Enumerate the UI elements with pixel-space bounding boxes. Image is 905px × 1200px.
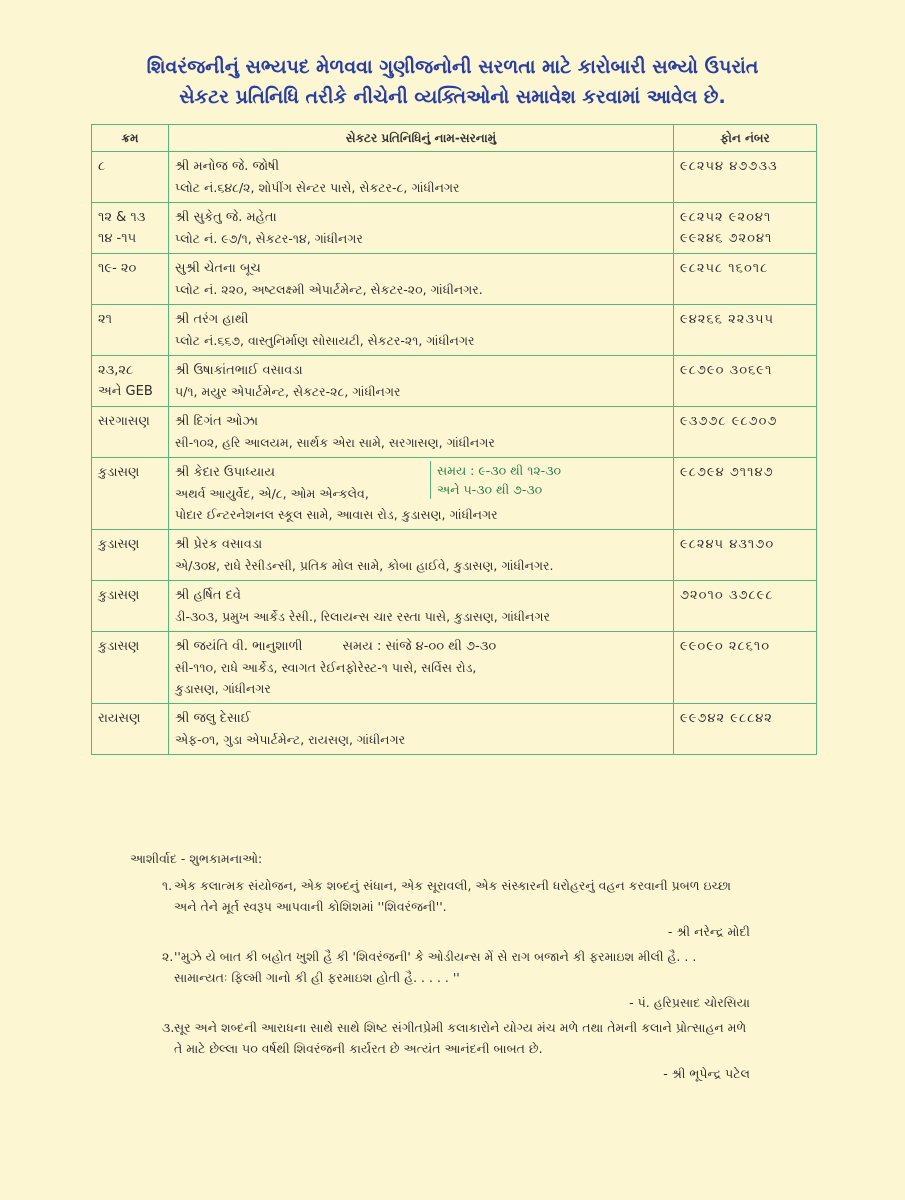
serial-text: કુડાસણ [98,537,140,552]
representative-name [175,258,667,279]
header-name-address: સેકટર પ્રતિનિધિનું નામ-સરનામું [169,125,674,152]
phone-number: ૯૯૭૪૨ ૯૮૮૪૨ [680,711,773,726]
blessing-author: - પં. હરિપ્રસાદ ચોરસિયા [629,995,750,1010]
header-serial: ક્રમ [92,125,169,152]
phone-number: ૯૮૨૫૪ ૪૭૭૩૩ [680,159,778,174]
phone-cell [674,530,817,581]
phone-number: ૯૮૭૯૪ ૭૧૧૪૭ [680,465,774,480]
serial-cell [92,458,169,530]
table-row [92,407,817,458]
address-line: ડી-૩૦૩, પ્રમુખ આર્કેડ રેસી., રિલાયન્સ ચાર રસ્તા પાસે, કુડાસણ, ગાંધીનગર [175,609,550,624]
serial-cell [92,203,169,254]
address-line: સી-૧૦૨, હરિ આલયમ, સાર્થક એરા સામે, સરગાસણ, ગાંધીનગર [175,435,495,450]
blessing-item [130,946,750,1013]
representative-name [175,462,667,483]
address-line: પ્લોટ નં. ૨૨૦, અષ્ટલક્ષ્મી એપાર્ટમેન્ટ, સેકટર-૨૦, ગાંધીનગર. [175,282,483,297]
table-row [92,203,817,254]
blessing-text: ''મુઝે યે બાત કી બહોત ખુશી હૈ કી 'શિવરંજની' કે ઓડીયન્સ મેં સે રાગ બજાને કી ફરમાઇશ મીલી હૈ. . . સામાન્યતઃ ફિલ્મી ગાનો કી હી ફરમાઇશ હોતી હૈ. . . . . '' [174,949,697,985]
name-address-cell [169,356,674,407]
serial-text: કુડાસણ [98,639,140,654]
phone-cell [674,704,817,755]
name-address-cell [169,530,674,581]
serial-cell [92,530,169,581]
name-text: શ્રી પ્રેરક વસાવડા [175,537,263,552]
address-line: પોદાર ઈન્ટરનેશનલ સ્કૂલ સામે, આવાસ રોડ, કુડાસણ, ગાંધીનગર [175,507,498,522]
blessing-body [130,1017,750,1059]
sector-representatives-table [91,124,817,755]
phone-number: ૯૮૨૫૮ ૧૬૦૧૮ [680,261,769,276]
name-address-cell [169,152,674,203]
phone-number: ૭૨૦૧૦ ૩૭૮૯૮ [680,588,774,603]
address-line: એફ-૦૧, ગુડા એપાર્ટમેન્ટ, રાયસણ, ગાંધીનગર [175,732,406,747]
serial-cell [92,632,169,704]
blessing-item [130,1017,750,1084]
timing-box [430,461,561,499]
serial-cell [92,305,169,356]
table-row [92,305,817,356]
blessing-body [130,946,750,988]
name-address-cell [169,581,674,632]
serial-text-2: ૧૪ -૧૫ [98,231,137,246]
name-address-cell [169,203,674,254]
timing-text: સમય : સાંજે ૪-૦૦ થી ૭-૩૦ [342,639,497,654]
phone-number: ૯૯૦૯૦ ૨૮૬૧૦ [680,639,771,654]
name-text: શ્રી મનોજ જે. જોષી [175,159,280,174]
phone-number-2: ૯૯૨૪૬ ૭૨૦૪૧ [680,231,773,246]
representative-name [175,156,667,177]
representative-name [175,207,667,228]
representative-name [175,585,667,606]
phone-number: ૯૮૨૫૨ ૯૨૦૪૧ [680,210,772,225]
blessing-body [130,875,750,917]
phone-cell [674,458,817,530]
name-address-cell [169,458,674,530]
address-line: ૫/૧, મયુર એપાર્ટમેન્ટ, સેકટર-૨૮, ગાંધીનગર [175,384,401,399]
header-line-1: શિવરંજનીનું સભ્યપદ મેળવવા ગુણીજનોની સરળતા માટે કારોબારી સભ્યો ઉપરાંત [146,56,759,78]
name-address-cell [169,407,674,458]
serial-text: ૮ [98,159,106,174]
header-line-2: સેકટર પ્રતિનિધિ તરીકે નીચેની વ્યક્તિઓનો સમાવેશ કરવામાં આવેલ છે. [179,86,726,108]
address-line: સી-૧૧૦, રાધે આર્કેડ, સ્વાગત રેઈનફોરેસ્ટ-૧ પાસે, સર્વિસ રોડ, [175,660,477,675]
serial-text: કુડાસણ [98,465,140,480]
name-text: શ્રી હર્ષિત દવે [175,588,242,603]
name-text: શ્રી દિગંત ઓઝા [175,414,259,429]
name-text: શ્રી સુકેતુ જે. મહેતા [175,210,277,225]
table-row [92,530,817,581]
representative-name [175,534,667,555]
representative-name [175,636,667,657]
phone-cell [674,305,817,356]
table-row [92,152,817,203]
serial-cell [92,356,169,407]
serial-cell [92,581,169,632]
blessing-number: ૩. [162,1020,175,1035]
timing-line-1: સમય : ૯-૩૦ થી ૧૨-૩૦ [437,463,562,478]
address-line: પ્લોટ નં.૬૬૭, વાસ્તુનિર્માણ સોસાયટી, સેકટર-૨૧, ગાંધીનગર [175,333,475,348]
name-text: શ્રી જલુ દેસાઈ [175,711,251,726]
name-text: શ્રી ઉષાકાંતભાઈ વસાવડા [175,363,303,378]
representative-name [175,360,667,381]
phone-cell [674,152,817,203]
serial-cell [92,254,169,305]
representative-name [175,309,667,330]
name-address-cell [169,254,674,305]
address-line: પ્લોટ નં.૬૪૮/૨, શોપીંગ સેન્ટર પાસે, સેકટર-૮, ગાંધીનગર [175,180,460,195]
phone-number: ૯૮૭૯૦ ૩૦૬૯૧ [680,363,773,378]
serial-cell [92,704,169,755]
address-line: અથર્વ આયુર્વેદ, એ/૮, ઓમ એન્કલેવ, [175,486,369,501]
table-row [92,356,817,407]
table-row [92,458,817,530]
serial-text: ૨૧ [98,312,113,327]
blessing-text: સૂર અને શબ્દની આરાધના સાથે સાથે શિષ્ટ સંગીતપ્રેમી કલાકારોને યોગ્ય મંચ મળે તથા તેમની કલાને પ્રોત્સાહન મળે તે માટે છેલ્લા ૫૦ વર્ષથી શિવરંજની કાર્યરત છે અત્યંત આનંદની બાબત છે. [174,1020,747,1056]
blessing-author: - શ્રી ભૂપેન્દ્ર પટેલ [663,1066,750,1081]
phone-number: ૯૪૨૬૬ ૨૨૩૫૫ [680,312,775,327]
phone-cell [674,254,817,305]
serial-text: ૧૯- ૨૦ [98,261,137,276]
blessings-section [130,848,750,1088]
table-row [92,704,817,755]
address-line: કુડાસણ, ગાંધીનગર [175,681,271,696]
phone-cell [674,581,817,632]
phone-cell [674,407,817,458]
representative-name [175,708,667,729]
header-phone: ફોન નંબર [674,125,817,152]
table-row [92,254,817,305]
address-line: પ્લોટ નં. ૯૭/૧, સેકટર-૧૪, ગાંધીનગર [175,231,363,246]
serial-text: રાયસણ [98,711,141,726]
name-text: સુશ્રી ચેતના બૂચ [175,261,261,276]
phone-cell [674,356,817,407]
name-address-cell [169,305,674,356]
blessing-item [130,875,750,942]
table-row [92,581,817,632]
name-text: શ્રી જયંતિ વી. ભાનુશાળી [175,639,303,654]
serial-text: ૧૨ & ૧૩ [98,210,146,225]
phone-cell [674,203,817,254]
phone-cell [674,632,817,704]
serial-text: ૨૩,૨૮ [98,363,134,378]
name-text: શ્રી તરંગ હાથી [175,312,249,327]
blessing-number: ૧. [162,878,173,893]
phone-number: ૯૩૭૭૮ ૯૮૭૦૭ [680,414,778,429]
serial-cell [92,152,169,203]
blessing-text: એક કલાત્મક સંયોજન, એક શબ્દનું સંધાન, એક સૂરાવલી, એક સંસ્કારની ધરોહરનું વહન કરવાની પ્રબળ ઇચ્છા અને તેને મૂર્ત સ્વરૂપ આપવાની કોશિશમાં ''શિવરંજની''. [174,878,731,914]
blessings-title: આશીર્વાદ - શુભકામનાઓ: [130,851,263,866]
name-text: શ્રી કેદાર ઉપાધ્યાય [175,465,276,480]
blessing-author: - શ્રી નરેન્દ્ર મોદી [667,924,750,939]
name-address-cell [169,704,674,755]
name-address-cell [169,632,674,704]
address-line: એ/૩૦૪, રાધે રેસીડન્સી, પ્રતિક મોલ સામે, કોબા હાઈવે, કુડાસણ, ગાંધીનગર. [175,558,554,573]
blessing-number: ૨. [162,949,174,964]
representative-name [175,411,667,432]
phone-number: ૯૮૨૪૫ ૪૩૧૭૦ [680,537,775,552]
timing-line-2: અને ૫-૩૦ થી ૭-૩૦ [437,482,543,497]
serial-text: કુડાસણ [98,588,140,603]
table-row [92,632,817,704]
table-header-row [92,125,817,152]
serial-cell [92,407,169,458]
serial-text-2: અને GEB [98,384,153,399]
page-header [40,52,865,112]
serial-text: સરગાસણ [98,414,150,429]
